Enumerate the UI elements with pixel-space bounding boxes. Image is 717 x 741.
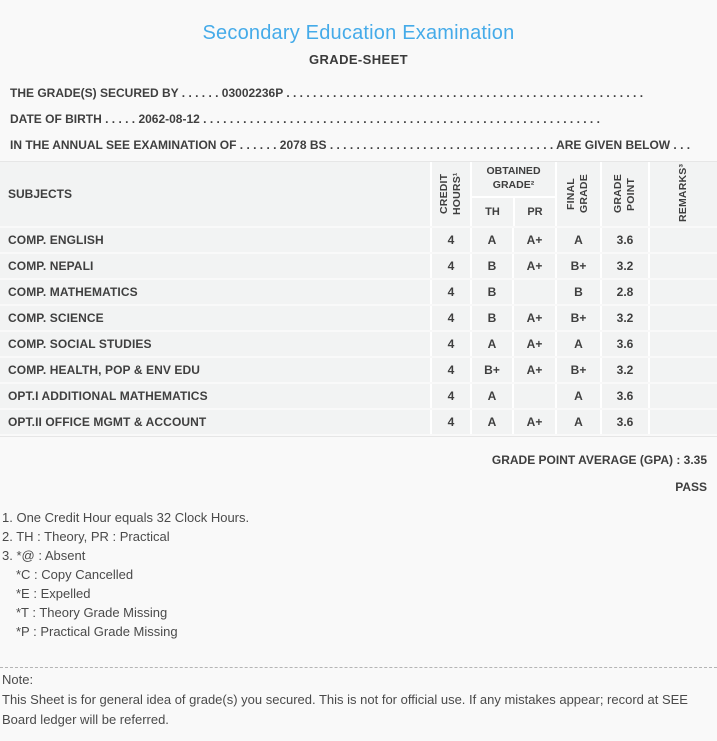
cell-remarks <box>648 228 717 252</box>
cell-grade-point: 3.2 <box>600 306 648 330</box>
candidate-info <box>0 80 717 158</box>
cell-remarks <box>648 410 717 434</box>
gpa-value: GRADE POINT AVERAGE (GPA) : 3.35 <box>491 453 707 467</box>
cell-practical-grade: A+ <box>512 228 555 252</box>
page-subtitle: GRADE-SHEET <box>308 52 409 67</box>
cell-subject: OPT.I ADDITIONAL MATHEMATICS <box>0 384 430 408</box>
header-pr: PR <box>513 198 555 226</box>
cell-theory-grade: A <box>470 332 512 356</box>
cell-practical-grade: A+ <box>512 410 555 434</box>
footnote-th-pr: 2. TH : Theory, PR : Practical <box>2 529 170 544</box>
cell-final-grade: A <box>555 332 600 356</box>
cell-credit-hours: 4 <box>430 410 470 434</box>
table-row <box>0 254 717 278</box>
header-remarks-label: REMARKS³ <box>676 163 689 222</box>
cell-practical-grade: A+ <box>512 358 555 382</box>
header-final-grade-label: FINAL GRADE <box>565 174 591 214</box>
cell-credit-hours: 4 <box>430 332 470 356</box>
note-label: Note: <box>2 672 34 687</box>
cell-remarks <box>648 254 717 278</box>
header-grade-point <box>600 162 648 226</box>
cell-practical-grade: A+ <box>512 332 555 356</box>
cell-grade-point: 3.6 <box>600 332 648 356</box>
info-line-date-of-birth: DATE OF BIRTH . . . . . 2062-08-12 . . . . . . . . . . . . . . . . . . . . . . . . . . . . . . . . . . . . . . . . . . . . . . . . . . . . . . . . . . . . <box>10 112 600 126</box>
cell-theory-grade: B <box>470 280 512 304</box>
cell-theory-grade: A <box>470 410 512 434</box>
cell-theory-grade: B <box>470 254 512 278</box>
cell-practical-grade <box>512 280 555 304</box>
cell-practical-grade <box>512 384 555 408</box>
header-obtained-grade: OBTAINED GRADE² <box>472 162 555 198</box>
cell-credit-hours: 4 <box>430 384 470 408</box>
cell-subject: COMP. SOCIAL STUDIES <box>0 332 430 356</box>
cell-subject: COMP. HEALTH, POP & ENV EDU <box>0 358 430 382</box>
cell-remarks <box>648 332 717 356</box>
note-text: This Sheet is for general idea of grade(s) you secured. This is not for official use. If any mistakes appear; record at SEE Board ledger will be referred. <box>2 692 688 727</box>
cell-subject: COMP. SCIENCE <box>0 306 430 330</box>
cell-grade-point: 3.2 <box>600 254 648 278</box>
cell-credit-hours: 4 <box>430 358 470 382</box>
grades-table <box>0 161 717 437</box>
cell-grade-point: 3.6 <box>600 410 648 434</box>
header-grade-point-label: GRADE POINT <box>611 174 637 214</box>
cell-final-grade: B+ <box>555 358 600 382</box>
footnotes <box>0 508 717 641</box>
header-remarks <box>648 162 717 226</box>
cell-subject: OPT.II OFFICE MGMT & ACCOUNT <box>0 410 430 434</box>
table-row <box>0 280 717 304</box>
cell-final-grade: A <box>555 384 600 408</box>
cell-subject: COMP. MATHEMATICS <box>0 280 430 304</box>
result-summary <box>0 453 717 494</box>
table-row <box>0 332 717 356</box>
note-section <box>0 668 717 730</box>
header-subjects: SUBJECTS <box>0 162 430 226</box>
header-credit-hours <box>430 162 470 226</box>
cell-remarks <box>648 384 717 408</box>
cell-credit-hours: 4 <box>430 228 470 252</box>
footnote-theory-missing: *T : Theory Grade Missing <box>16 605 168 620</box>
cell-theory-grade: A <box>470 384 512 408</box>
cell-practical-grade: A+ <box>512 254 555 278</box>
cell-remarks <box>648 358 717 382</box>
header-th: TH <box>485 206 500 218</box>
cell-grade-point: 3.6 <box>600 228 648 252</box>
cell-remarks <box>648 306 717 330</box>
footnote-copy-cancelled: *C : Copy Cancelled <box>16 567 134 582</box>
footnote-practical-missing: *P : Practical Grade Missing <box>16 624 178 639</box>
cell-credit-hours: 4 <box>430 306 470 330</box>
cell-theory-grade: B <box>470 306 512 330</box>
grades-table-header <box>0 162 717 226</box>
header-obtained-grade-group <box>470 162 555 226</box>
cell-subject: COMP. NEPALI <box>0 254 430 278</box>
header-th-pr-row <box>472 198 555 226</box>
cell-final-grade: B <box>555 280 600 304</box>
table-row <box>0 306 717 330</box>
cell-credit-hours: 4 <box>430 280 470 304</box>
table-row <box>0 228 717 252</box>
cell-subject: COMP. ENGLISH <box>0 228 430 252</box>
header-credit-hours-label: CREDIT HOURS¹ <box>437 172 463 216</box>
cell-final-grade: A <box>555 410 600 434</box>
cell-practical-grade: A+ <box>512 306 555 330</box>
cell-theory-grade: A <box>470 228 512 252</box>
cell-final-grade: A <box>555 228 600 252</box>
page-title: Secondary Education Examination <box>202 22 515 44</box>
info-line-examination-year: IN THE ANNUAL SEE EXAMINATION OF . . . . . . 2078 BS . . . . . . . . . . . . . . . . . . . . . . . . . . . . . . . . . . ARE GIVEN BELOW . . . <box>10 138 691 152</box>
table-row <box>0 384 717 408</box>
header-final-grade <box>555 162 600 226</box>
cell-grade-point: 3.6 <box>600 384 648 408</box>
cell-credit-hours: 4 <box>430 254 470 278</box>
footnote-absent: 3. *@ : Absent <box>2 548 86 563</box>
cell-final-grade: B+ <box>555 306 600 330</box>
table-row <box>0 410 717 434</box>
footnote-credit-hour: 1. One Credit Hour equals 32 Clock Hours. <box>2 510 250 525</box>
cell-remarks <box>648 280 717 304</box>
cell-theory-grade: B+ <box>470 358 512 382</box>
cell-final-grade: B+ <box>555 254 600 278</box>
footnote-expelled: *E : Expelled <box>16 586 91 601</box>
info-line-grades-secured-by: THE GRADE(S) SECURED BY . . . . . . 03002236P . . . . . . . . . . . . . . . . . . . . . . . . . . . . . . . . . . . . . . . . . . . . . . . . . . . . . . <box>10 86 644 100</box>
cell-grade-point: 3.2 <box>600 358 648 382</box>
result-status: PASS <box>675 480 707 494</box>
table-row <box>0 358 717 382</box>
cell-grade-point: 2.8 <box>600 280 648 304</box>
